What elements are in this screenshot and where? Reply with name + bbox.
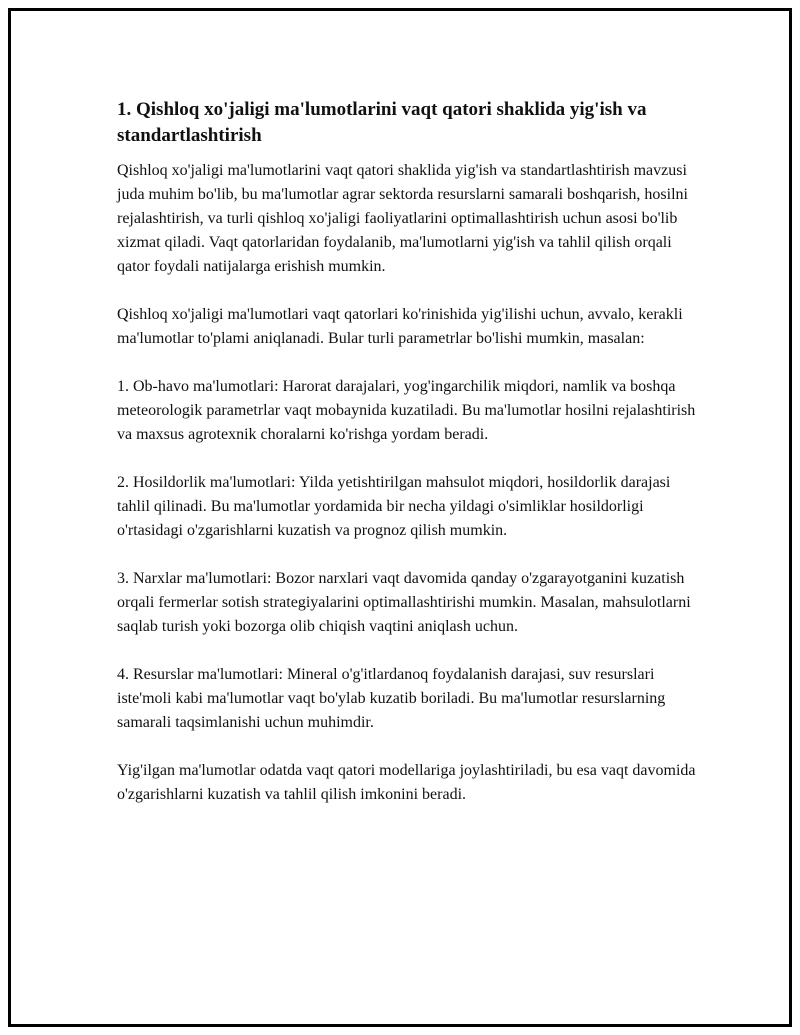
list-item-weather: 1. Ob-havo ma'lumotlari: Harorat darajalari, yog'ingarchilik miqdori, namlik va boshqa meteorologik parametrlar vaqt mobaynida kuzatiladi. Bu ma'lumotlar hosilni rejalashtirish va maxsus agrotexnik choralarni ko'rishga yordam beradi. (117, 378, 696, 443)
paragraph-conclusion: Yig'ilgan ma'lumotlar odatda vaqt qatori modellariga joylashtiriladi, bu esa vaqt davomida o'zgarishlarni kuzatish va tahlil qilish imkonini beradi. (117, 762, 696, 803)
list-item-resources: 4. Resurslar ma'lumotlari: Mineral o'g'itlardanoq foydalanish darajasi, suv resurslari iste'moli kabi ma'lumotlar vaqt bo'ylab kuzatib boriladi. Bu ma'lumotlar resurslarning samarali taqsimlanishi uchun muhimdir. (117, 666, 666, 731)
paragraph-parameters: Qishloq xo'jaligi ma'lumotlari vaqt qatorlari ko'rinishida yig'ilishi uchun, avvalo, kerakli ma'lumotlar to'plami aniqlanadi. Bular turli parametrlar bo'lishi mumkin, masalan: (117, 306, 683, 347)
paragraph-intro: Qishloq xo'jaligi ma'lumotlarini vaqt qatori shaklida yig'ish va standartlashtirish mavzusi juda muhim bo'lib, bu ma'lumotlar agrar sektorda resurslarni samarali boshqarish, hosilni rejalashtirish, va turli qishloq xo'jaligi faoliyatlarini optimallashtirish uchun asosi bo'lib xizmat qiladi. Vaqt qatorlaridan foydalanib, ma'lumotlarni yig'ish va tahlil qilish orqali qator foydali natijalarga erishish mumkin. (117, 162, 688, 275)
list-item-yield: 2. Hosildorlik ma'lumotlari: Yilda yetishtirilgan mahsulot miqdori, hosildorlik darajasi tahlil qilinadi. Bu ma'lumotlar yordamida bir necha yildagi o'simliklar hosildorligi o'rtasidagi o'zgarishlarni kuzatish va prognoz qilish mumkin. (117, 474, 671, 539)
page-frame (8, 8, 792, 1027)
list-item-prices: 3. Narxlar ma'lumotlari: Bozor narxlari vaqt davomida qanday o'zgarayotganini kuzatish orqali fermerlar sotish strategiyalarini optimallashtirishi mumkin. Masalan, mahsulotlarni saqlab turish yoki bozorga olib chiqish vaqtini aniqlash uchun. (117, 570, 691, 635)
document-body (117, 97, 705, 831)
document-title: 1. Qishloq xo'jaligi ma'lumotlarini vaqt qatori shaklida yig'ish va standartlashtirish (117, 99, 647, 146)
